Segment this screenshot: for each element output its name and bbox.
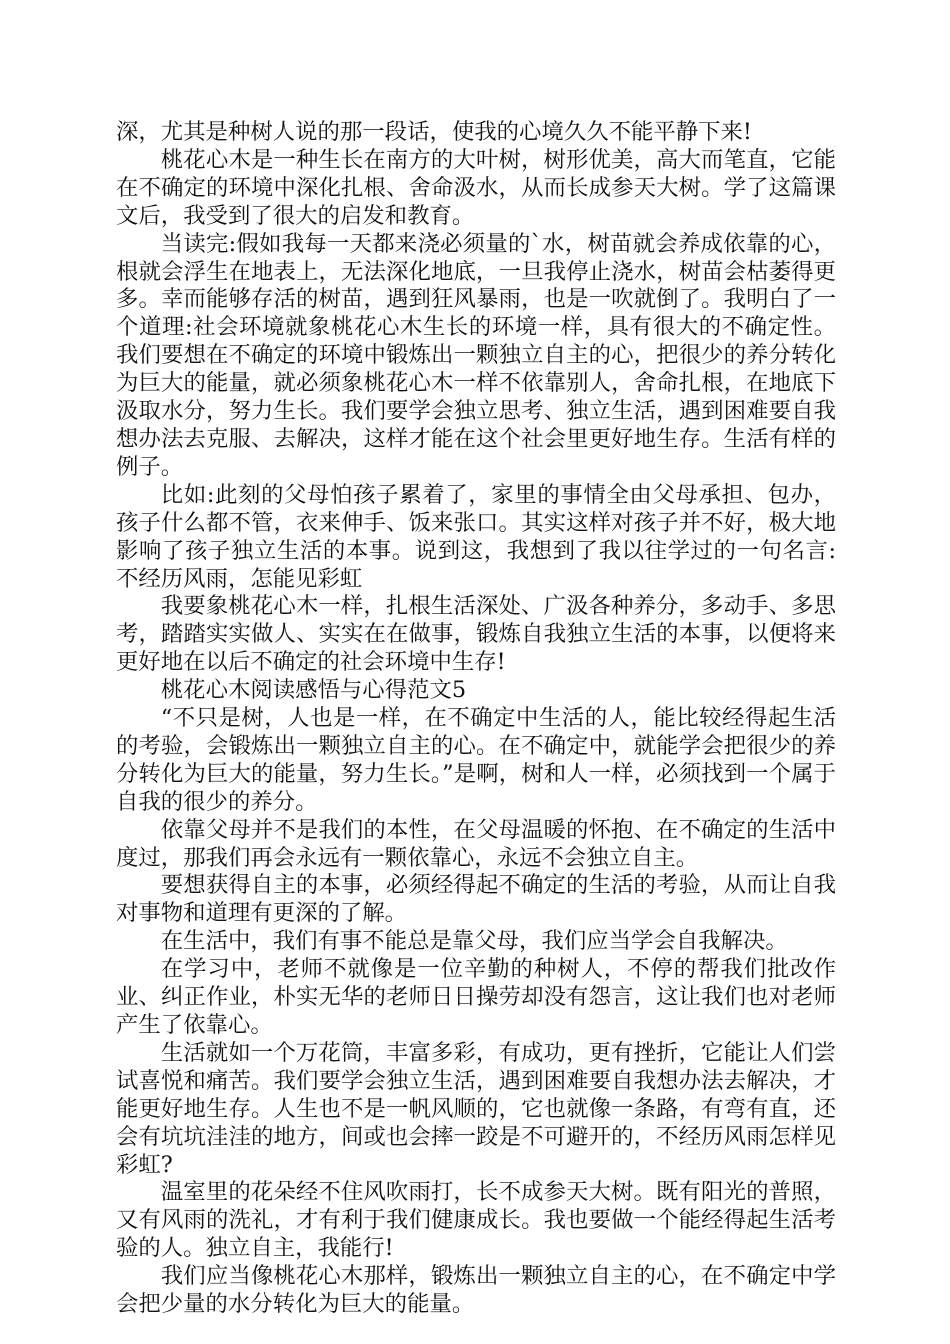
paragraph-greenhouse-flowers: 温室里的花朵经不住风吹雨打，长不成参天大树。既有阳光的普照，又有风雨的洗礼，才有利于我们健康成长。我也要做一个能经得起生活考验的人。独立自主，我能行! <box>116 1179 836 1262</box>
paragraph-gaining-independence: 要想获得自主的本事，必须经得起不确定的生活的考验，从而让自我对事物和道理有更深的了解。 <box>116 872 836 927</box>
section-heading-essay-5: 桃花心木阅读感悟与心得范文5 <box>160 677 467 704</box>
paragraph-in-life: 在生活中，我们有事不能总是靠父母，我们应当学会自我解决。 <box>160 928 788 955</box>
paragraph-conclusion: 我们应当像桃花心木那样，锻炼出一颗独立自主的心，在不确定中学会把少量的水分转化为巨大的能量。 <box>116 1263 836 1318</box>
paragraph-resolution: 我要象桃花心木一样，扎根生活深处、广汲各种养分，多动手、多思考，踏踏实实做人、实实在在做事，锻炼自我独立生活的本事，以便将来更好地在以后不确定的社会环境中生存! <box>116 593 836 676</box>
document-body <box>116 119 836 1319</box>
paragraph-kaleidoscope: 生活就如一个万花筒，丰富多彩，有成功，更有挫折，它能让人们尝试喜悦和痛苦。我们要学会独立生活，遇到困难要自我想办法去解决，才能更好地生存。人生也不是一帆风顺的，它也就像一条路，有弯有直，还会有坑坑洼洼的地方，间或也会摔一跤是不可避开的，不经历风雨怎样见彩虹? <box>116 1039 836 1178</box>
paragraph-continuation: 深，尤其是种树人说的那一段话，使我的心境久久不能平静下来! <box>116 119 752 145</box>
paragraph-after-reading: 当读完:假如我每一天都来浇必须量的`水，树苗就会养成依靠的心，根就会浮生在地表上，无法深化地底，一旦我停止浇水，树苗会枯萎得更多。幸而能够存活的树苗，遇到狂风暴雨，也是一吹就倒了。我明白了一个道理:社会环境就象桃花心木生长的环境一样，具有很大的不确定性。我们要想在不确定的环境中锻炼出一颗独立自主的心，把很少的养分转化为巨大的能量，就必须象桃花心木一样不依靠别人，舍命扎根，在地底下汲取水分，努力生长。我们要学会独立思考、独立生活，遇到困难要自我想办法去克服、去解决，这样才能在这个社会里更好地生存。生活有样的例子。 <box>116 230 836 480</box>
paragraph-in-study: 在学习中，老师不就像是一位辛勤的种树人，不停的帮我们批改作业、纠正作业，朴实无华的老师日日操劳却没有怨言，这让我们也对老师产生了依靠心。 <box>116 956 836 1038</box>
paragraph-example-parents: 比如:此刻的父母怕孩子累着了，家里的事情全由父母承担、包办，孩子什么都不管，衣来伸手、饭来张口。其实这样对孩子并不好，极大地影响了孩子独立生活的本事。说到这，我想到了我以往学过的一句名言:不经历风雨，怎能见彩虹 <box>116 481 836 592</box>
paragraph-relying-on-parents: 依靠父母并不是我们的本性，在父母温暖的怀抱、在不确定的生活中度过，那我们再会永远有一颗依靠心，永远不会独立自主。 <box>116 816 836 871</box>
paragraph-quote: “不只是树，人也是一样，在不确定中生活的人，能比较经得起生活的考验，会锻炼出一颗独立自主的心。在不确定中，就能学会把很少的养分转化为巨大的能量，努力生长。”是啊，树和人一样，必须找到一个属于自我的很少的养分。 <box>116 705 836 815</box>
paragraph-peach-tree-intro: 桃花心木是一种生长在南方的大叶树，树形优美，高大而笔直，它能在不确定的环境中深化扎根、舍命汲水，从而长成参天大树。学了这篇课文后，我受到了很大的启发和教育。 <box>116 146 836 229</box>
